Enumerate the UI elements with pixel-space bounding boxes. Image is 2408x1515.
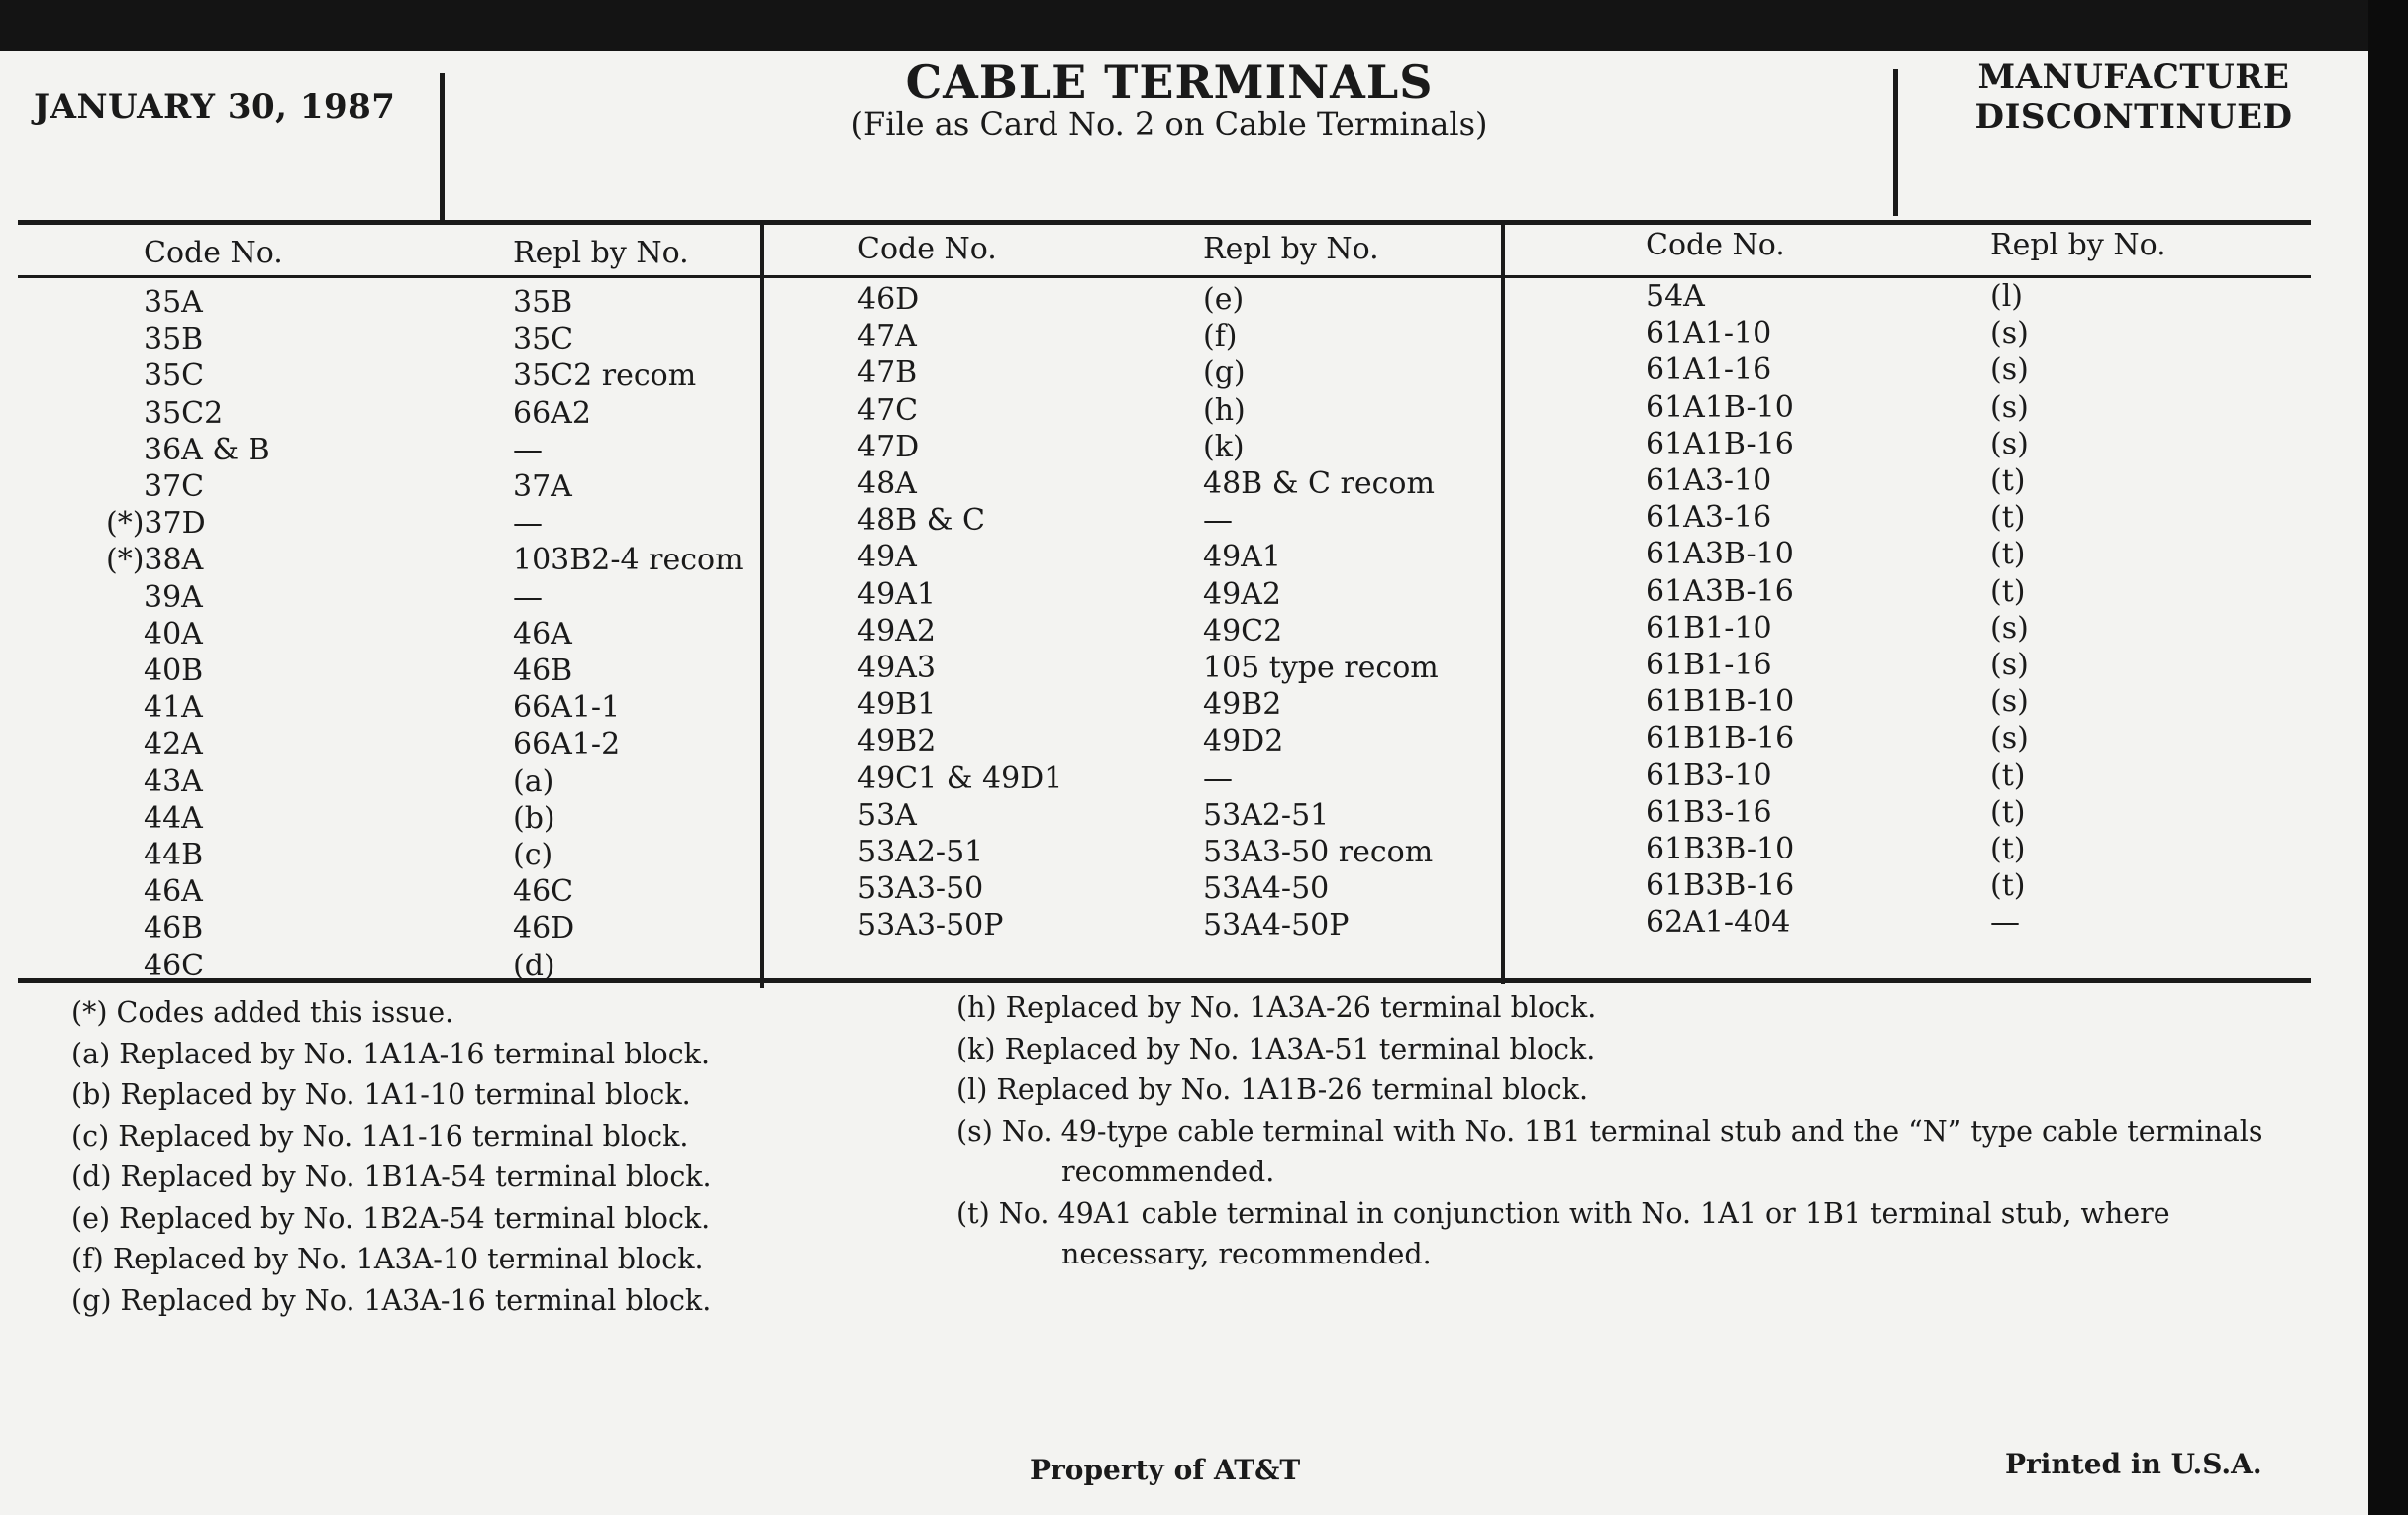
code-cell: 53A2-51 [857,835,984,869]
replacement-cell: — [513,506,543,542]
scan-background-top [0,0,2408,51]
footnote: (t) No. 49A1 cable terminal in conjunction with No. 1A1 or 1B1 terminal stub, where necessary, recommended. [956,1196,2170,1270]
replacement-cell: 49A2 [1203,576,1281,612]
code-cell: 48B & C [857,503,985,539]
code-cell: 61B3B-10 [1646,832,1795,866]
replacement-cell: (s) [1990,316,2029,352]
replacement-cell: (t) [1990,463,2026,498]
page-subtitle: (File as Card No. 2 on Cable Terminals) [851,105,1488,143]
replacement-cell: (c) [513,838,553,872]
replacement-cell: 49B2 [1203,687,1282,723]
section-divider-1 [760,224,764,988]
code-cell: 61A1B-16 [1646,426,1794,461]
code-cell: 40B [144,654,204,688]
code-cell: 61B1-10 [1646,610,1772,646]
footnote: (l) Replaced by No. 1A1B-26 terminal block. [956,1073,1589,1106]
code-cell: 49A1 [857,576,936,612]
status-line-2: DISCONTINUED [1974,97,2293,137]
footnote: (b) Replaced by No. 1A1-10 terminal block. [71,1078,691,1111]
footnote: (g) Replaced by No. 1A3A-16 terminal block. [71,1283,712,1317]
replacement-cell: (h) [1203,392,1246,428]
replacement-cell: (t) [1990,573,2026,609]
replacement-cell: (f) [1203,319,1238,354]
code-cell: 61A1-10 [1646,316,1772,352]
code-cell: 49B1 [857,687,937,723]
code-cell: 49B2 [857,724,937,759]
footnote: (h) Replaced by No. 1A3A-26 terminal block. [956,991,1597,1024]
code-cell: 40A [144,616,203,652]
replacement-cell: 53A4-50P [1203,908,1350,944]
code-cell: 61B1-16 [1646,648,1772,682]
code-cell: 49A3 [857,651,936,685]
code-cell: 49A [857,540,917,575]
code-cell: 35C2 [144,395,224,431]
footnote: (*) Codes added this issue. [71,996,454,1029]
code-cell: 61B1B-16 [1646,721,1795,757]
replacement-cell: (s) [1990,684,2029,720]
printed-notice: Printed in U.S.A. [2005,1448,2262,1480]
code-cell: 47D [857,429,920,464]
col-header-code-1: Code No. [144,236,283,270]
replacement-cell: — [1203,503,1233,539]
code-cell: 46D [857,282,920,317]
code-cell: 61A1B-10 [1646,389,1794,425]
replacement-cell: (t) [1990,832,2026,866]
replacement-cell: 66A2 [513,395,591,431]
replacement-cell: 103B2-4 recom [513,543,744,578]
code-cell: 46A [144,874,203,910]
code-cell: 61A3-16 [1646,500,1772,536]
replacement-cell: (t) [1990,794,2026,830]
footnote: (a) Replaced by No. 1A1A-16 terminal block. [71,1037,711,1070]
replacement-cell: (l) [1990,279,2024,314]
code-cell: 53A3-50 [857,871,984,907]
replacement-cell: 66A1-2 [513,727,621,762]
col-header-code-3: Code No. [1646,228,1785,262]
replacement-cell: (s) [1990,426,2029,461]
code-cell: 53A3-50P [857,908,1004,944]
footnote: (k) Replaced by No. 1A3A-51 terminal block. [956,1032,1596,1065]
footnote: (d) Replaced by No. 1B1A-54 terminal block. [71,1161,712,1193]
code-cell: 54A [1646,279,1705,314]
property-notice: Property of AT&T [1030,1454,1301,1486]
replacement-cell: (t) [1990,758,2026,793]
code-cell: 47A [857,319,917,354]
replacement-cell: — [513,579,543,615]
column-header-rule [18,275,2311,278]
replacement-cell: 53A4-50 [1203,871,1330,907]
replacement-cell: (t) [1990,537,2026,572]
replacement-cell: (s) [1990,721,2029,757]
code-cell: 35C [144,358,205,394]
replacement-cell: (s) [1990,353,2029,388]
code-cell: 43A [144,763,203,799]
code-cell: 44B [144,838,204,872]
col-header-code-2: Code No. [857,232,997,266]
code-cell: 47C [857,392,919,428]
replacement-cell: — [1990,905,2020,941]
footnote: (s) No. 49-type cable terminal with No. 1B1 terminal stub and the “N” type cable terminals recommended. [956,1114,2263,1188]
code-cell: 53A [857,797,917,833]
code-cell: 61A1-16 [1646,353,1772,388]
status-line-1: MANUFACTURE [1977,57,2290,97]
code-cell: 48A [857,466,917,501]
replacement-cell: 46B [513,654,573,688]
footnotes-left [71,992,943,1321]
status-notice [1896,57,2371,137]
replacement-cell: — [1203,760,1233,796]
code-cell: 39A [144,579,203,615]
footnote: (c) Replaced by No. 1A1-16 terminal block. [71,1119,689,1153]
replacement-cell: 46A [513,616,572,652]
col-header-repl-3: Repl by No. [1990,228,2166,262]
code-cell: 61A3B-16 [1646,573,1794,609]
replacement-cell: (d) [513,948,555,983]
code-cell: 49A2 [857,613,936,649]
footnotes-right [956,987,2283,1275]
replacement-cell: 105 type recom [1203,651,1439,685]
code-cell: 61B3-16 [1646,794,1772,830]
code-cell: 61B3-10 [1646,758,1772,793]
col-header-repl-1: Repl by No. [513,236,689,270]
code-cell: 42A [144,727,203,762]
code-cell: 49C1 & 49D1 [857,760,1063,796]
replacement-cell: 35B [513,285,573,320]
code-cell: 46B [144,911,204,947]
code-cell: 35A [144,285,203,320]
code-cell: 61B3B-16 [1646,868,1795,904]
code-cell: 61B1B-10 [1646,684,1795,720]
replacement-cell: 35C2 recom [513,358,697,394]
replacement-cell: 66A1-1 [513,690,621,726]
replacement-cell: (k) [1203,429,1245,464]
code-cell: (*)38A [106,543,204,578]
code-cell: 41A [144,690,203,726]
replacement-cell: 53A3-50 recom [1203,835,1434,869]
replacement-cell: (t) [1990,868,2026,904]
replacement-cell: 49D2 [1203,724,1284,759]
issue-date: JANUARY 30, 1987 [34,87,396,127]
code-cell: 61A3B-10 [1646,537,1794,572]
page-title: CABLE TERMINALS [905,55,1434,109]
code-cell: 37C [144,469,205,504]
code-cell: 35B [144,322,204,357]
footnote: (f) Replaced by No. 1A3A-10 terminal block. [71,1243,704,1275]
replacement-cell: 49C2 [1203,613,1283,649]
replacement-cell: (t) [1990,500,2026,536]
replacement-cell: (s) [1990,648,2029,682]
replacement-cell: 37A [513,469,572,504]
code-cell: 47B [857,355,918,391]
replacement-cell: 46D [513,911,575,947]
code-cell: 61A3-10 [1646,463,1772,498]
code-cell: 46C [144,948,205,983]
replacement-cell: (e) [1203,282,1245,317]
replacement-cell: 53A2-51 [1203,797,1330,833]
table-top-rule [18,220,2311,225]
code-cell: 36A & B [144,432,270,467]
code-cell: 44A [144,800,203,836]
footnote: (e) Replaced by No. 1B2A-54 terminal block. [71,1201,711,1235]
replacement-cell: (s) [1990,610,2029,646]
section-divider-2 [1501,220,1505,984]
replacement-cell: 49A1 [1203,540,1281,575]
replacement-cell: (g) [1203,355,1246,391]
replacement-cell: 35C [513,322,574,357]
replacement-cell: (s) [1990,389,2029,425]
replacement-cell: 48B & C recom [1203,466,1435,501]
replacement-cell: 46C [513,874,574,910]
col-header-repl-2: Repl by No. [1203,232,1379,266]
replacement-cell: — [513,432,543,467]
code-cell: (*)37D [106,506,206,542]
table-bottom-rule [18,978,2311,983]
code-cell: 62A1-404 [1646,905,1791,941]
replacement-cell: (b) [513,800,555,836]
replacement-cell: (a) [513,763,554,799]
scan-background-right [2368,0,2408,1515]
